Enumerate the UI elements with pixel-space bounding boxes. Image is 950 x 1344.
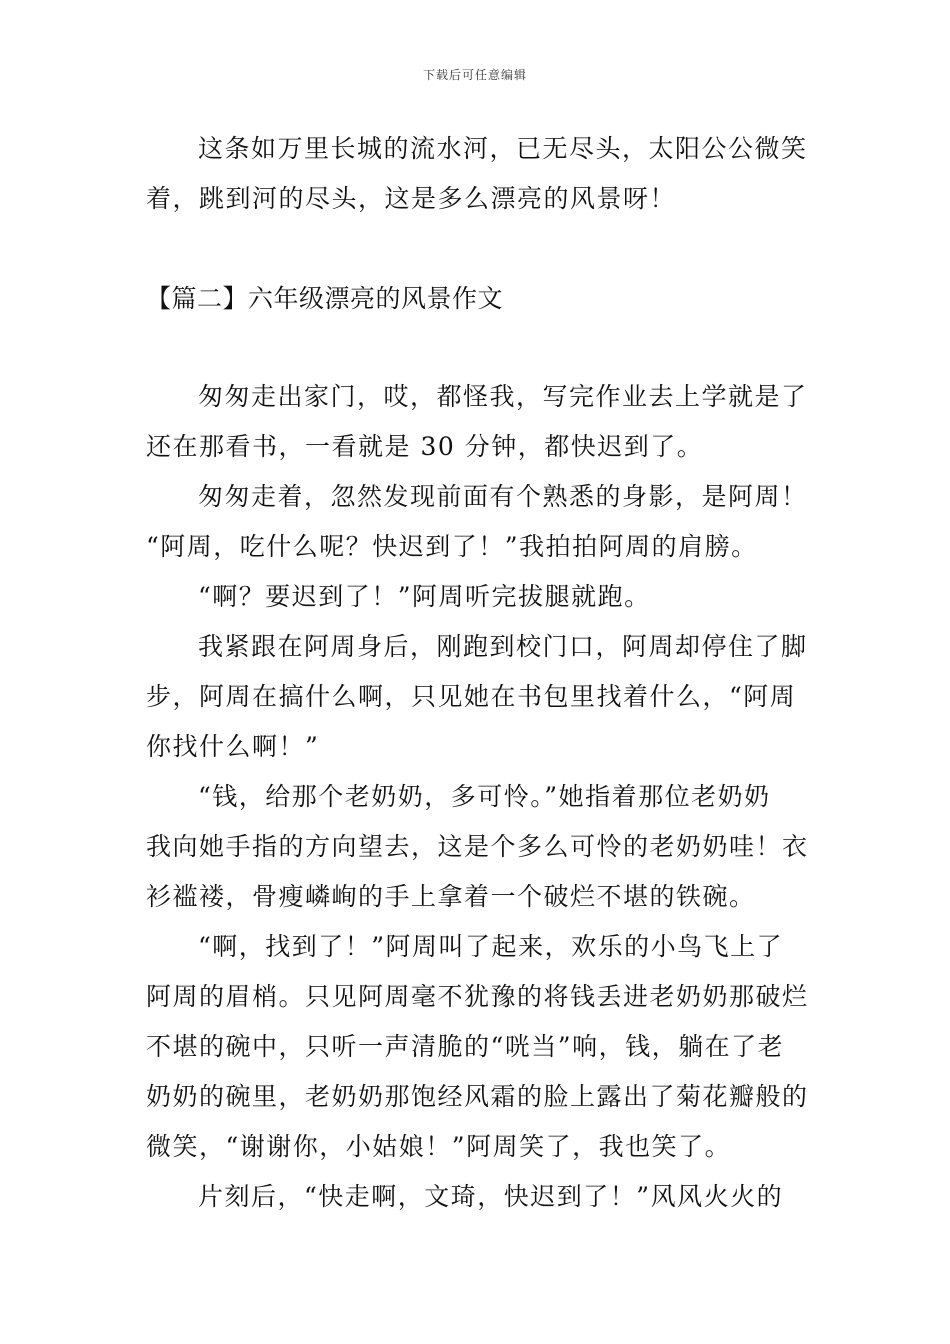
paragraph-line: 不堪的碗中，只听一声清脆的“咣当”响，钱，躺在了老 [146, 1032, 785, 1061]
paragraph-line: 你找什么啊！” [146, 732, 320, 761]
paragraph-line: 着，跳到河的尽头，这是多么漂亮的风景呀！ [146, 184, 677, 213]
paragraph-line: 奶奶的碗里，老奶奶那饱经风霜的脸上露出了菊花瓣般的 [146, 1082, 809, 1111]
paragraph-line: “钱，给那个老奶奶，多可怜。”她指着那位老奶奶 [198, 782, 771, 811]
paragraph-line: “啊，找到了！”阿周叫了起来，欢乐的小鸟飞上了 [198, 932, 784, 961]
paragraph-line: 我向她手指的方向望去，这是个多么可怜的老奶奶哇！衣 [146, 832, 809, 861]
paragraph-line: 衫褴褛，骨瘦嶙峋的手上拿着一个破烂不堪的铁碗。 [146, 882, 756, 911]
paragraph-line: 我紧跟在阿周身后，刚跑到校门口，阿周却停住了脚 [198, 632, 808, 661]
paragraph-line: “阿周，吃什么呢？快迟到了！”我拍拍阿周的肩膀。 [146, 532, 758, 561]
page-header-note: 下载后可任意编辑 [422, 68, 527, 82]
paragraph-line: 匆匆走着，忽然发现前面有个熟悉的身影，是阿周！ [198, 482, 808, 511]
paragraph-line: “啊？要迟到了！”阿周听完拔腿就跑。 [198, 582, 651, 611]
paragraph-line: 阿周的眉梢。只见阿周毫不犹豫的将钱丢进老奶奶那破烂 [146, 982, 809, 1011]
paragraph-line: 微笑，“谢谢你，小姑娘！”阿周笑了，我也笑了。 [146, 1132, 732, 1161]
paragraph-line: 片刻后，“快走啊，文琦，快迟到了！”风风火火的 [198, 1182, 784, 1211]
paragraph-line: 这条如万里长城的流水河，已无尽头，太阳公公微笑 [198, 134, 808, 163]
paragraph-line: 匆匆走出家门，哎，都怪我，写完作业去上学就是了 [198, 382, 808, 411]
paragraph-line: 步，阿周在搞什么啊，只见她在书包里找着什么，“阿周 [146, 682, 797, 711]
paragraph-line: 还在那看书，一看就是 30 分钟，都快迟到了。 [146, 432, 704, 461]
section-title: 【篇二】六年级漂亮的风景作文 [146, 284, 504, 313]
